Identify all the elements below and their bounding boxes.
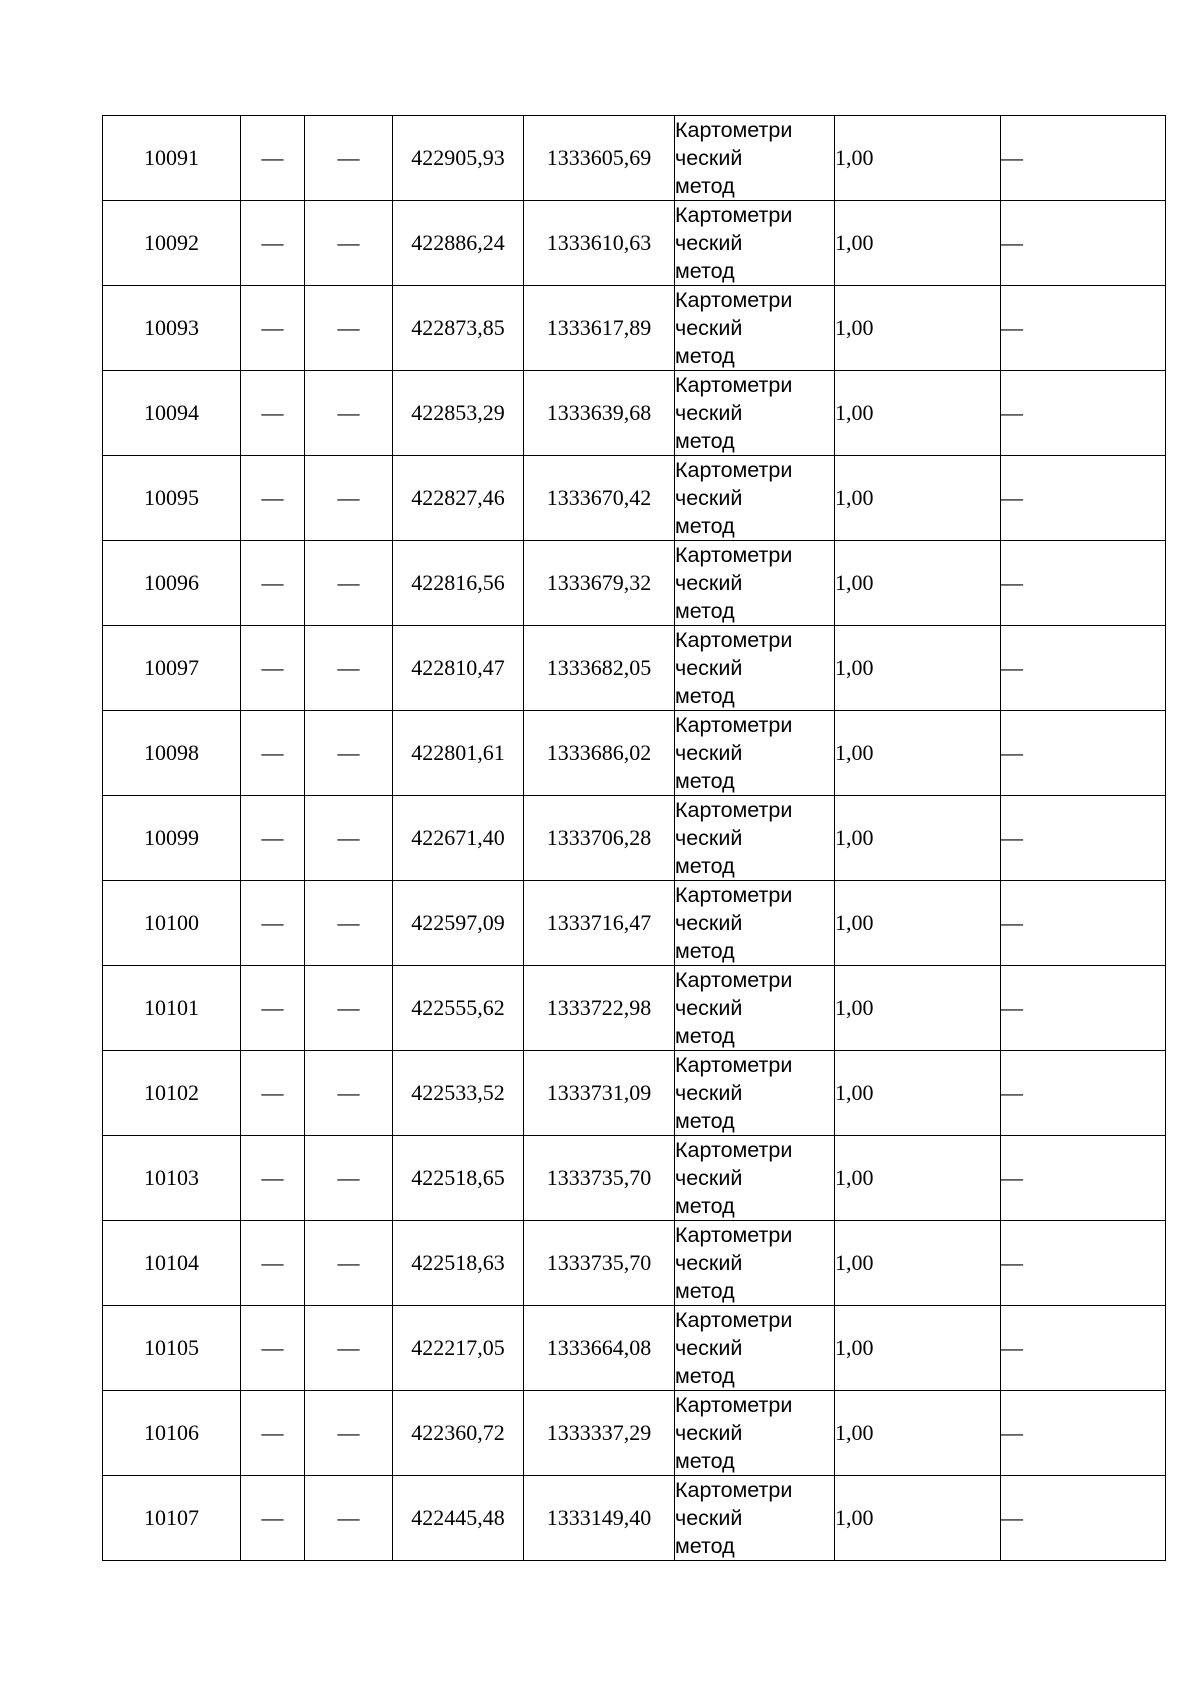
empty-dash-cell: — — [305, 881, 393, 966]
method-text-line: Картометри — [675, 713, 793, 737]
method-text-line: метод — [675, 429, 735, 453]
x-coordinate-cell: 422445,48 — [393, 1476, 524, 1561]
accuracy-cell: 1,00 — [835, 1306, 1001, 1391]
method-cell — [675, 1221, 835, 1306]
accuracy-cell: 1,00 — [835, 286, 1001, 371]
method-text-line: метод — [675, 1194, 735, 1218]
table-row — [103, 371, 1166, 456]
point-id-cell: 10092 — [103, 201, 241, 286]
y-coordinate-cell: 1333686,02 — [524, 711, 675, 796]
empty-dash-cell: — — [1001, 201, 1166, 286]
method-text-line: ческий — [675, 1251, 743, 1275]
method-text-line: Картометри — [675, 1478, 793, 1502]
x-coordinate-cell: 422518,65 — [393, 1136, 524, 1221]
point-id-cell: 10093 — [103, 286, 241, 371]
method-text-line: ческий — [675, 911, 743, 935]
method-cell — [675, 796, 835, 881]
empty-dash-cell: — — [1001, 796, 1166, 881]
method-text-line: ческий — [675, 1081, 743, 1105]
table-row — [103, 286, 1166, 371]
point-id-cell: 10102 — [103, 1051, 241, 1136]
y-coordinate-cell: 1333716,47 — [524, 881, 675, 966]
point-id-cell: 10106 — [103, 1391, 241, 1476]
y-coordinate-cell: 1333605,69 — [524, 116, 675, 201]
method-cell — [675, 201, 835, 286]
point-id-cell: 10100 — [103, 881, 241, 966]
table-row — [103, 541, 1166, 626]
method-cell — [675, 456, 835, 541]
y-coordinate-cell: 1333610,63 — [524, 201, 675, 286]
table-row — [103, 626, 1166, 711]
empty-dash-cell: — — [241, 881, 305, 966]
empty-dash-cell: — — [241, 116, 305, 201]
method-text-line: Картометри — [675, 968, 793, 992]
empty-dash-cell: — — [241, 1391, 305, 1476]
empty-dash-cell: — — [1001, 966, 1166, 1051]
empty-dash-cell: — — [1001, 626, 1166, 711]
accuracy-cell: 1,00 — [835, 1476, 1001, 1561]
method-text-line: метод — [675, 684, 735, 708]
table-row — [103, 1306, 1166, 1391]
y-coordinate-cell: 1333735,70 — [524, 1136, 675, 1221]
method-text-line: Картометри — [675, 628, 793, 652]
x-coordinate-cell: 422886,24 — [393, 201, 524, 286]
empty-dash-cell: — — [1001, 1136, 1166, 1221]
accuracy-cell: 1,00 — [835, 881, 1001, 966]
x-coordinate-cell: 422671,40 — [393, 796, 524, 881]
empty-dash-cell: — — [305, 201, 393, 286]
table-row — [103, 1136, 1166, 1221]
point-id-cell: 10107 — [103, 1476, 241, 1561]
y-coordinate-cell: 1333679,32 — [524, 541, 675, 626]
x-coordinate-cell: 422597,09 — [393, 881, 524, 966]
method-text-line: Картометри — [675, 373, 793, 397]
empty-dash-cell: — — [1001, 1051, 1166, 1136]
coordinates-table — [102, 115, 1166, 1561]
empty-dash-cell: — — [1001, 711, 1166, 796]
method-text-line: ческий — [675, 1336, 743, 1360]
method-text-line: ческий — [675, 231, 743, 255]
method-cell — [675, 1476, 835, 1561]
accuracy-cell: 1,00 — [835, 1221, 1001, 1306]
x-coordinate-cell: 422360,72 — [393, 1391, 524, 1476]
accuracy-cell: 1,00 — [835, 371, 1001, 456]
table-row — [103, 1051, 1166, 1136]
method-text-line: метод — [675, 1279, 735, 1303]
empty-dash-cell: — — [1001, 1476, 1166, 1561]
method-cell — [675, 1391, 835, 1476]
accuracy-cell: 1,00 — [835, 456, 1001, 541]
point-id-cell: 10096 — [103, 541, 241, 626]
empty-dash-cell: — — [1001, 1306, 1166, 1391]
empty-dash-cell: — — [305, 1391, 393, 1476]
empty-dash-cell: — — [305, 286, 393, 371]
y-coordinate-cell: 1333337,29 — [524, 1391, 675, 1476]
method-text-line: Картометри — [675, 1393, 793, 1417]
empty-dash-cell: — — [305, 1051, 393, 1136]
empty-dash-cell: — — [241, 541, 305, 626]
empty-dash-cell: — — [305, 1136, 393, 1221]
table-row — [103, 456, 1166, 541]
method-text-line: метод — [675, 344, 735, 368]
method-text-line: ческий — [675, 826, 743, 850]
method-cell — [675, 966, 835, 1051]
method-text-line: ческий — [675, 401, 743, 425]
empty-dash-cell: — — [241, 286, 305, 371]
empty-dash-cell: — — [241, 456, 305, 541]
method-text-line: ческий — [675, 656, 743, 680]
method-text-line: метод — [675, 174, 735, 198]
method-cell — [675, 1136, 835, 1221]
empty-dash-cell: — — [305, 1306, 393, 1391]
method-text-line: Картометри — [675, 1308, 793, 1332]
method-text-line: Картометри — [675, 798, 793, 822]
empty-dash-cell: — — [241, 371, 305, 456]
method-text-line: ческий — [675, 1506, 743, 1530]
table-body — [103, 116, 1166, 1561]
empty-dash-cell: — — [305, 1221, 393, 1306]
y-coordinate-cell: 1333639,68 — [524, 371, 675, 456]
method-cell — [675, 371, 835, 456]
method-text-line: ческий — [675, 316, 743, 340]
point-id-cell: 10097 — [103, 626, 241, 711]
empty-dash-cell: — — [1001, 541, 1166, 626]
table-row — [103, 796, 1166, 881]
table-row — [103, 201, 1166, 286]
method-text-line: метод — [675, 1449, 735, 1473]
method-text-line: Картометри — [675, 1053, 793, 1077]
x-coordinate-cell: 422816,56 — [393, 541, 524, 626]
empty-dash-cell: — — [1001, 371, 1166, 456]
method-text-line: метод — [675, 599, 735, 623]
method-cell — [675, 286, 835, 371]
y-coordinate-cell: 1333149,40 — [524, 1476, 675, 1561]
method-cell — [675, 116, 835, 201]
point-id-cell: 10094 — [103, 371, 241, 456]
empty-dash-cell: — — [1001, 116, 1166, 201]
accuracy-cell: 1,00 — [835, 201, 1001, 286]
empty-dash-cell: — — [305, 456, 393, 541]
x-coordinate-cell: 422533,52 — [393, 1051, 524, 1136]
method-text-line: ческий — [675, 1166, 743, 1190]
method-cell — [675, 881, 835, 966]
accuracy-cell: 1,00 — [835, 116, 1001, 201]
method-text-line: ческий — [675, 571, 743, 595]
table-row — [103, 1391, 1166, 1476]
point-id-cell: 10091 — [103, 116, 241, 201]
method-text-line: метод — [675, 939, 735, 963]
method-text-line: Картометри — [675, 1223, 793, 1247]
y-coordinate-cell: 1333617,89 — [524, 286, 675, 371]
empty-dash-cell: — — [305, 541, 393, 626]
method-text-line: Картометри — [675, 118, 793, 142]
empty-dash-cell: — — [305, 796, 393, 881]
y-coordinate-cell: 1333664,08 — [524, 1306, 675, 1391]
method-text-line: Картометри — [675, 1138, 793, 1162]
accuracy-cell: 1,00 — [835, 796, 1001, 881]
method-cell — [675, 1051, 835, 1136]
method-text-line: ческий — [675, 996, 743, 1020]
x-coordinate-cell: 422853,29 — [393, 371, 524, 456]
method-text-line: метод — [675, 514, 735, 538]
empty-dash-cell: — — [305, 966, 393, 1051]
empty-dash-cell: — — [1001, 286, 1166, 371]
y-coordinate-cell: 1333682,05 — [524, 626, 675, 711]
empty-dash-cell: — — [241, 966, 305, 1051]
x-coordinate-cell: 422555,62 — [393, 966, 524, 1051]
method-text-line: метод — [675, 259, 735, 283]
accuracy-cell: 1,00 — [835, 966, 1001, 1051]
empty-dash-cell: — — [241, 1306, 305, 1391]
point-id-cell: 10101 — [103, 966, 241, 1051]
empty-dash-cell: — — [305, 1476, 393, 1561]
empty-dash-cell: — — [1001, 1391, 1166, 1476]
method-text-line: метод — [675, 1364, 735, 1388]
accuracy-cell: 1,00 — [835, 626, 1001, 711]
method-text-line: метод — [675, 1534, 735, 1558]
table-row — [103, 711, 1166, 796]
method-cell — [675, 711, 835, 796]
accuracy-cell: 1,00 — [835, 1391, 1001, 1476]
method-text-line: ческий — [675, 741, 743, 765]
table-row — [103, 881, 1166, 966]
accuracy-cell: 1,00 — [835, 1136, 1001, 1221]
method-cell — [675, 626, 835, 711]
method-text-line: Картометри — [675, 203, 793, 227]
method-text-line: метод — [675, 1109, 735, 1133]
x-coordinate-cell: 422827,46 — [393, 456, 524, 541]
empty-dash-cell: — — [305, 116, 393, 201]
empty-dash-cell: — — [305, 371, 393, 456]
table-row — [103, 1221, 1166, 1306]
empty-dash-cell: — — [241, 201, 305, 286]
y-coordinate-cell: 1333670,42 — [524, 456, 675, 541]
table-row — [103, 1476, 1166, 1561]
method-text-line: метод — [675, 769, 735, 793]
x-coordinate-cell: 422518,63 — [393, 1221, 524, 1306]
point-id-cell: 10095 — [103, 456, 241, 541]
method-cell — [675, 541, 835, 626]
table-row — [103, 116, 1166, 201]
point-id-cell: 10099 — [103, 796, 241, 881]
method-text-line: Картометри — [675, 288, 793, 312]
empty-dash-cell: — — [241, 1476, 305, 1561]
method-text-line: ческий — [675, 486, 743, 510]
empty-dash-cell: — — [1001, 881, 1166, 966]
method-cell — [675, 1306, 835, 1391]
point-id-cell: 10105 — [103, 1306, 241, 1391]
y-coordinate-cell: 1333735,70 — [524, 1221, 675, 1306]
empty-dash-cell: — — [241, 796, 305, 881]
x-coordinate-cell: 422217,05 — [393, 1306, 524, 1391]
method-text-line: ческий — [675, 146, 743, 170]
accuracy-cell: 1,00 — [835, 1051, 1001, 1136]
x-coordinate-cell: 422801,61 — [393, 711, 524, 796]
point-id-cell: 10104 — [103, 1221, 241, 1306]
x-coordinate-cell: 422873,85 — [393, 286, 524, 371]
method-text-line: метод — [675, 854, 735, 878]
empty-dash-cell: — — [305, 626, 393, 711]
empty-dash-cell: — — [241, 711, 305, 796]
point-id-cell: 10098 — [103, 711, 241, 796]
y-coordinate-cell: 1333706,28 — [524, 796, 675, 881]
empty-dash-cell: — — [241, 1051, 305, 1136]
empty-dash-cell: — — [241, 626, 305, 711]
x-coordinate-cell: 422905,93 — [393, 116, 524, 201]
accuracy-cell: 1,00 — [835, 541, 1001, 626]
empty-dash-cell: — — [241, 1136, 305, 1221]
y-coordinate-cell: 1333731,09 — [524, 1051, 675, 1136]
method-text-line: метод — [675, 1024, 735, 1048]
method-text-line: Картометри — [675, 458, 793, 482]
x-coordinate-cell: 422810,47 — [393, 626, 524, 711]
point-id-cell: 10103 — [103, 1136, 241, 1221]
empty-dash-cell: — — [241, 1221, 305, 1306]
empty-dash-cell: — — [1001, 1221, 1166, 1306]
method-text-line: ческий — [675, 1421, 743, 1445]
empty-dash-cell: — — [1001, 456, 1166, 541]
accuracy-cell: 1,00 — [835, 711, 1001, 796]
empty-dash-cell: — — [305, 711, 393, 796]
y-coordinate-cell: 1333722,98 — [524, 966, 675, 1051]
method-text-line: Картометри — [675, 883, 793, 907]
table-row — [103, 966, 1166, 1051]
method-text-line: Картометри — [675, 543, 793, 567]
